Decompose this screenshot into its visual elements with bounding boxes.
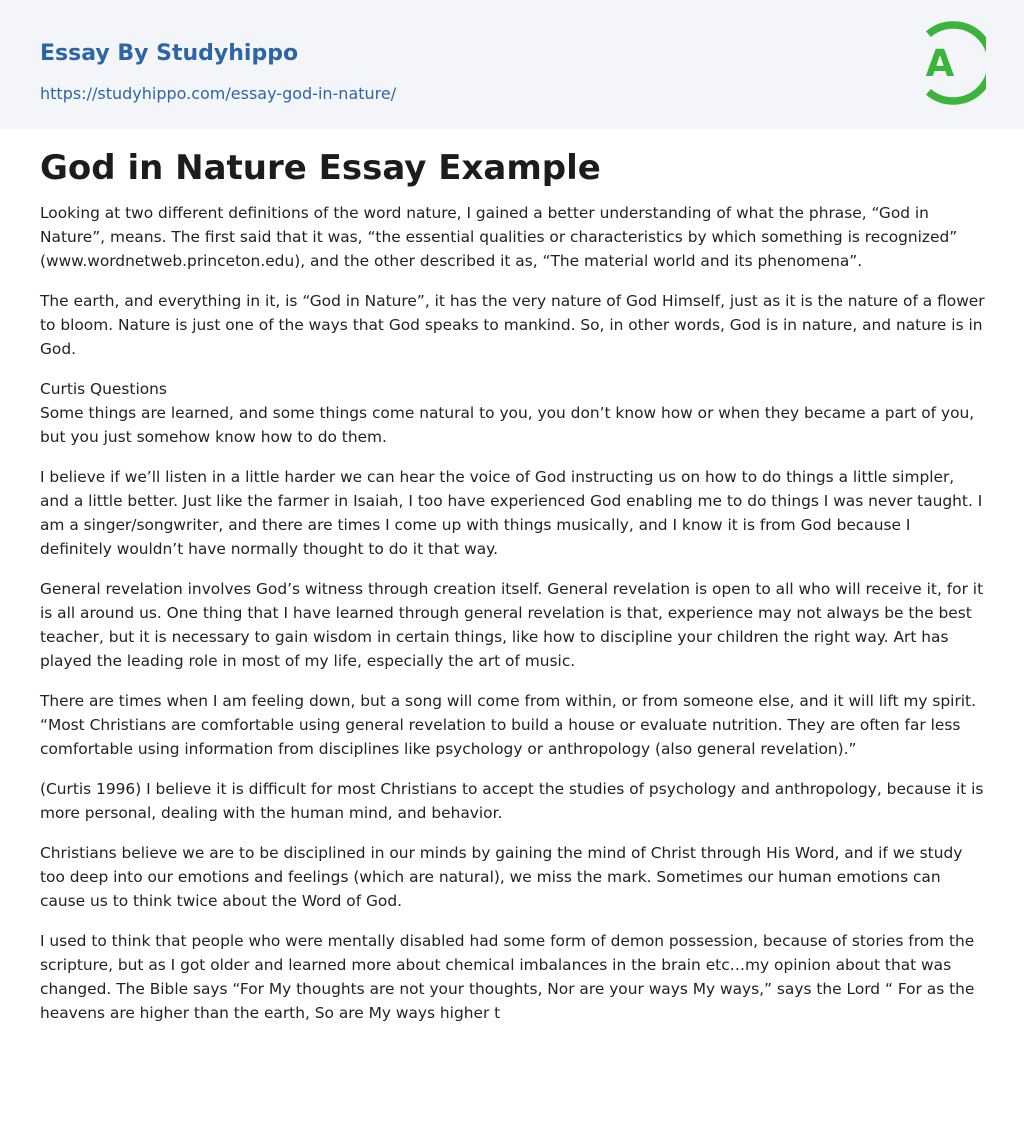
essay-article (40, 145, 986, 1041)
curtis-questions-section (40, 377, 986, 449)
essay-paragraph: I believe if we’ll listen in a little harder we can hear the voice of God instructing us on how to do things a little simpler, and a little better. Just like the farmer in Isaiah, I too have experienced God enabling me to do things I was never taught. I am a singer/songwriter, and there are times I come up with things musically, and I know it is from God because I definitely wouldn’t have normally thought to do it that way. (40, 468, 983, 558)
essay-paragraph: Christians believe we are to be disciplined in our minds by gaining the mind of Christ through His Word, and if we study too deep into our emotions and feelings (which are natural), we miss the mark. Sometimes our human emotions can cause us to think twice about the Word of God. (40, 844, 963, 910)
essay-paragraph: The earth, and everything in it, is “God in Nature”, it has the very nature of God Himself, just as it is the nature of a flower to bloom. Nature is just one of the ways that God speaks to mankind. So, in other words, God is in nature, and nature is in God. (40, 292, 985, 358)
essay-paragraph: General revelation involves God’s witness through creation itself. General revelation is open to all who will receive it, for it is all around us. One thing that I have learned through general revelation is that, experience may not always be the best teacher, but it is necessary to gain wisdom in certain things, like how to discipline your children the right way. Art has played the leading role in most of my life, especially the art of music. (40, 580, 984, 670)
essay-paragraph: Looking at two different definitions of the word nature, I gained a better understanding of what the phrase, “God in Nature”, means. The first said that it was, “the essential qualities or characteristics by which something is recognized” (www.wordnetweb.princeton.edu), and the other described it as, “The material world and its phenomena”. (40, 204, 958, 270)
logo-letter: A (925, 42, 955, 85)
essay-url-link[interactable]: https://studyhippo.com/essay-god-in-nature/ (40, 84, 397, 103)
site-title[interactable]: Essay By Studyhippo (40, 41, 299, 66)
essay-paragraph: There are times when I am feeling down, but a song will come from within, or from someone else, and it will lift my spirit. “Most Christians are comfortable using general revelation to build a house or evaluate nutrition. They are often far less comfortable using information from disciplines like psychology or anthropology (also general revelation).” (40, 692, 976, 758)
essay-paragraph: I used to think that people who were mentally disabled had some form of demon possession, because of stories from the scripture, but as I got older and learned more about chemical imbalances in the brain etc…my opinion about that was changed. The Bible says “For My thoughts are not your thoughts, Nor are your ways My ways,” says the Lord “ For as the heavens are higher than the earth, So are My ways higher t (40, 932, 975, 1022)
essay-paragraph: (Curtis 1996) I believe it is difficult for most Christians to accept the studies of psychology and anthropology, because it is more personal, dealing with the human mind, and behavior. (40, 780, 984, 822)
essay-paragraph: Some things are learned, and some things come natural to you, you don’t know how or when they became a part of you, but you just somehow know how to do them. (40, 404, 975, 446)
site-header (0, 0, 1024, 129)
studyhippo-logo-icon[interactable] (912, 20, 986, 106)
page-title: God in Nature Essay Example (40, 148, 601, 188)
curtis-questions-heading: Curtis Questions (40, 380, 167, 398)
